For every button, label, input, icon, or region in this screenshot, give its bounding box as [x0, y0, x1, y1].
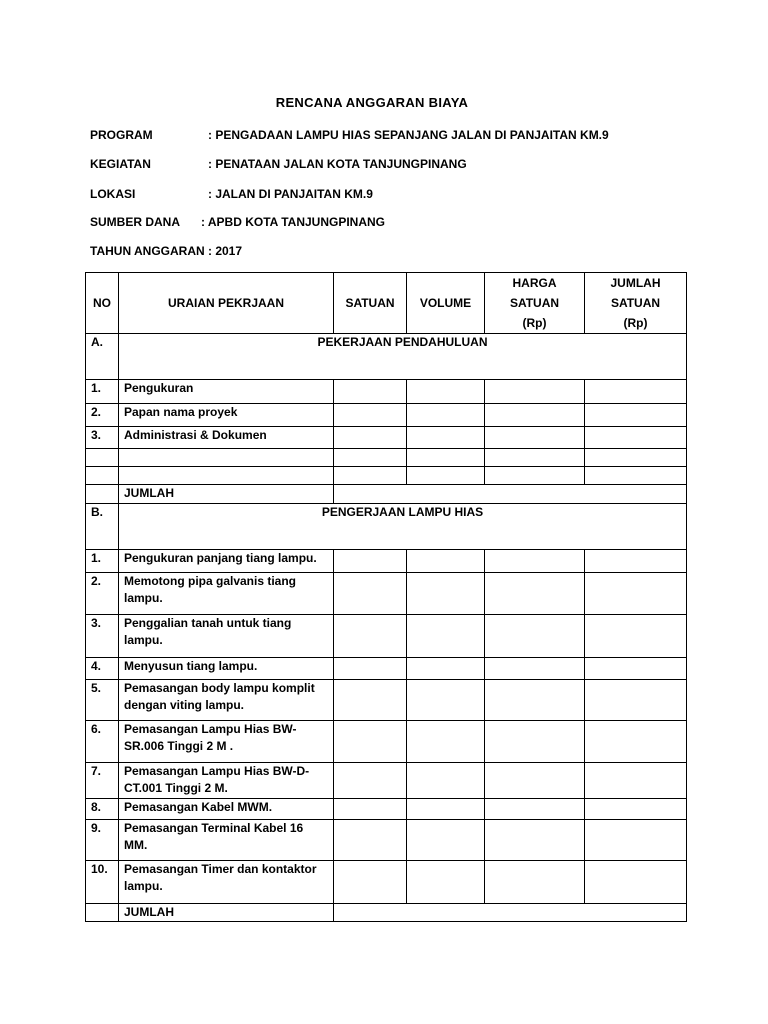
row-desc: Memotong pipa galvanis tiang lampu.: [119, 573, 334, 615]
cell-volume[interactable]: [407, 658, 485, 680]
row-no: 1.: [86, 550, 119, 573]
cell-satuan[interactable]: [334, 721, 407, 763]
section-a-title: PEKERJAAN PENDAHULUAN: [119, 334, 687, 380]
cell-jumlah[interactable]: [585, 573, 687, 615]
row-desc: Pemasangan Kabel MWM.: [119, 799, 334, 820]
row-no: 8.: [86, 799, 119, 820]
section-a-total-value[interactable]: [334, 485, 687, 504]
row-no: 2.: [86, 573, 119, 615]
section-b-row: [86, 504, 687, 550]
row-desc: Pengukuran: [119, 380, 334, 404]
cell-volume[interactable]: [407, 820, 485, 861]
row-desc: Menyusun tiang lampu.: [119, 658, 334, 680]
cell-jumlah[interactable]: [585, 615, 687, 658]
cell-volume[interactable]: [407, 763, 485, 799]
header-harga-line-2: SATUAN: [509, 296, 560, 310]
row-desc: Administrasi & Dokumen: [119, 427, 334, 449]
cell-harga[interactable]: [485, 820, 585, 861]
budget-table: [85, 272, 687, 922]
cell-jumlah[interactable]: [585, 550, 687, 573]
meta-program-label: PROGRAM: [90, 128, 153, 142]
cell-volume[interactable]: [407, 573, 485, 615]
meta-tahun-anggaran: [90, 244, 242, 258]
header-harga-line-3: (Rp): [522, 316, 547, 330]
row-no: 1.: [86, 380, 119, 404]
row-desc: Papan nama proyek: [119, 404, 334, 427]
header-harga-line-1: HARGA: [512, 276, 557, 290]
cell-jumlah[interactable]: [585, 380, 687, 404]
cell-harga[interactable]: [485, 680, 585, 721]
cell-jumlah[interactable]: [585, 721, 687, 763]
document-title: RENCANA ANGGARAN BIAYA: [275, 95, 469, 110]
meta-lokasi: [90, 187, 373, 201]
cell-jumlah[interactable]: [585, 427, 687, 449]
empty-row: [86, 449, 687, 467]
table-row: [86, 820, 687, 861]
meta-sumber-dana: [90, 215, 385, 229]
section-a-row: [86, 334, 687, 380]
meta-lokasi-value: : JALAN DI PANJAITAN KM.9: [208, 187, 373, 201]
section-a-code: A.: [86, 334, 119, 380]
cell-harga[interactable]: [485, 550, 585, 573]
cell-satuan[interactable]: [334, 427, 407, 449]
row-no: 4.: [86, 658, 119, 680]
cell-volume[interactable]: [407, 615, 485, 658]
cell-volume[interactable]: [407, 680, 485, 721]
cell-satuan[interactable]: [334, 658, 407, 680]
table-row: [86, 550, 687, 573]
section-a-total-label: JUMLAH: [119, 485, 334, 504]
table-row: [86, 861, 687, 904]
table-row: [86, 573, 687, 615]
row-desc: Penggalian tanah untuk tiang lampu.: [119, 615, 334, 658]
header-no: NO: [86, 273, 119, 334]
cell-satuan[interactable]: [334, 799, 407, 820]
cell-harga[interactable]: [485, 799, 585, 820]
cell-jumlah[interactable]: [585, 658, 687, 680]
cell-satuan[interactable]: [334, 550, 407, 573]
table-row: [86, 721, 687, 763]
table-row: [86, 380, 687, 404]
meta-kegiatan-label: KEGIATAN: [90, 157, 151, 171]
meta-kegiatan-value: : PENATAAN JALAN KOTA TANJUNGPINANG: [208, 157, 467, 171]
row-desc: Pemasangan body lampu komplit dengan viting lampu.: [119, 680, 334, 721]
cell-harga[interactable]: [485, 615, 585, 658]
section-b-code: B.: [86, 504, 119, 550]
cell-satuan[interactable]: [334, 573, 407, 615]
row-no: 6.: [86, 721, 119, 763]
cell-harga[interactable]: [485, 763, 585, 799]
table-row: [86, 680, 687, 721]
meta-program: [90, 128, 609, 142]
table-header-row: [86, 273, 687, 334]
header-jumlah-line-2: SATUAN: [610, 296, 661, 310]
meta-sumber-dana-value: : APBD KOTA TANJUNGPINANG: [201, 215, 385, 229]
section-b-title: PENGERJAAN LAMPU HIAS: [119, 504, 687, 550]
row-desc: Pengukuran panjang tiang lampu.: [119, 550, 334, 573]
section-b-total-value[interactable]: [334, 904, 687, 922]
row-desc: Pemasangan Lampu Hias BW-SR.006 Tinggi 2 M .: [119, 721, 334, 763]
cell-harga[interactable]: [485, 427, 585, 449]
section-b-total-row: [86, 904, 687, 922]
row-no: 5.: [86, 680, 119, 721]
cell-volume[interactable]: [407, 427, 485, 449]
header-uraian: URAIAN PEKRJAAN: [119, 273, 334, 334]
cell-harga[interactable]: [485, 721, 585, 763]
meta-tahun-anggaran-value: : 2017: [204, 244, 243, 258]
row-desc: Pemasangan Timer dan kontaktor lampu.: [119, 861, 334, 904]
cell-volume[interactable]: [407, 550, 485, 573]
cell-satuan[interactable]: [334, 615, 407, 658]
cell-volume[interactable]: [407, 861, 485, 904]
table-row: [86, 658, 687, 680]
section-a-total-row: [86, 485, 687, 504]
row-no: 10.: [86, 861, 119, 904]
cell-satuan[interactable]: [334, 404, 407, 427]
row-no: 7.: [86, 763, 119, 799]
row-no: 9.: [86, 820, 119, 861]
header-jumlah-line-3: (Rp): [623, 316, 648, 330]
cell-satuan[interactable]: [334, 680, 407, 721]
cell-satuan[interactable]: [334, 380, 407, 404]
meta-kegiatan: [90, 157, 467, 171]
table-row: [86, 427, 687, 449]
cell-satuan[interactable]: [334, 763, 407, 799]
cell-volume[interactable]: [407, 404, 485, 427]
meta-tahun-anggaran-label: TAHUN ANGGARAN: [90, 244, 205, 258]
cell-harga[interactable]: [485, 404, 585, 427]
cell-satuan[interactable]: [334, 861, 407, 904]
row-no: 3.: [86, 615, 119, 658]
cell-jumlah[interactable]: [585, 861, 687, 904]
row-no: 2.: [86, 404, 119, 427]
row-desc: Pemasangan Terminal Kabel 16 MM.: [119, 820, 334, 861]
row-desc: Pemasangan Lampu Hias BW-D-CT.001 Tinggi 2 M.: [119, 763, 334, 799]
cell-jumlah[interactable]: [585, 680, 687, 721]
header-harga-satuan: [485, 273, 585, 334]
table-row: [86, 615, 687, 658]
cell-jumlah[interactable]: [585, 799, 687, 820]
section-b-total-label: JUMLAH: [119, 904, 334, 922]
cell-volume[interactable]: [407, 799, 485, 820]
header-volume: VOLUME: [407, 273, 485, 334]
row-no: 3.: [86, 427, 119, 449]
meta-sumber-dana-label: SUMBER DANA: [90, 215, 180, 229]
cell-harga[interactable]: [485, 861, 585, 904]
empty-row: [86, 467, 687, 485]
cell-jumlah[interactable]: [585, 763, 687, 799]
meta-lokasi-label: LOKASI: [90, 187, 136, 201]
cell-harga[interactable]: [485, 658, 585, 680]
cell-satuan[interactable]: [334, 820, 407, 861]
cell-jumlah[interactable]: [585, 820, 687, 861]
table-row: [86, 799, 687, 820]
table-row: [86, 763, 687, 799]
header-jumlah-line-1: JUMLAH: [610, 276, 661, 290]
cell-harga[interactable]: [485, 573, 585, 615]
header-jumlah-satuan: [585, 273, 687, 334]
cell-harga[interactable]: [485, 380, 585, 404]
cell-volume[interactable]: [407, 380, 485, 404]
table-row: [86, 404, 687, 427]
cell-volume[interactable]: [407, 721, 485, 763]
cell-jumlah[interactable]: [585, 404, 687, 427]
meta-program-value: : PENGADAAN LAMPU HIAS SEPANJANG JALAN DI PANJAITAN KM.9: [208, 128, 609, 142]
header-satuan: SATUAN: [334, 273, 407, 334]
